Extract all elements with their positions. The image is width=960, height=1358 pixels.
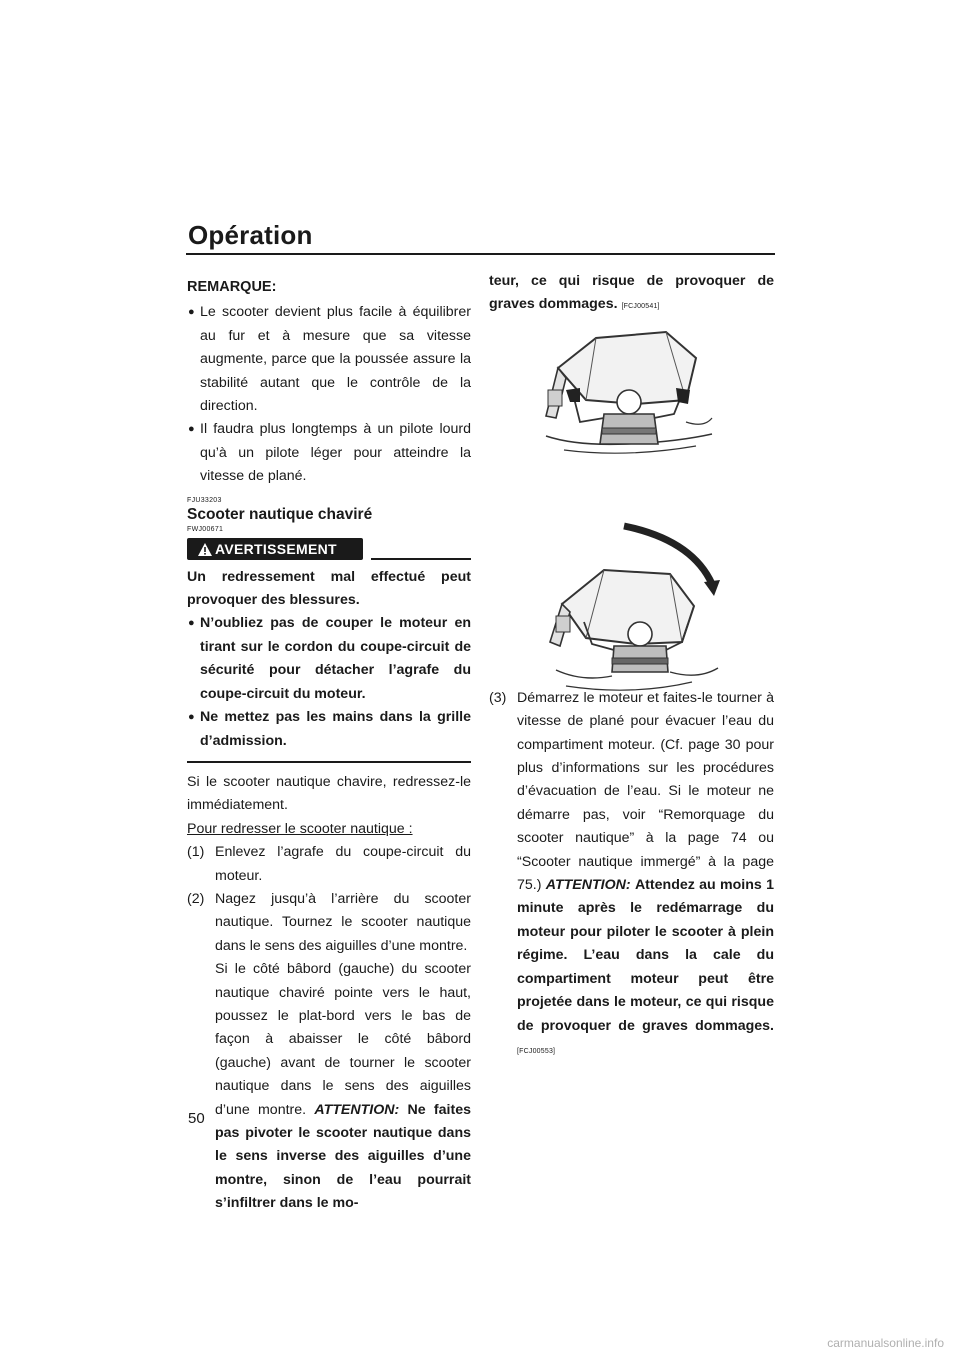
page-title: Opération — [188, 220, 313, 250]
remarque-bullet-text: Il faudra plus longtemps à un pilote lourd qu’à un pilote léger pour atteindre la vitesse de plané. — [200, 421, 471, 485]
attention-text: Ne faites pas pivoter le scooter nautique dans le sens inverse des aiguilles d’une montre, sinon de l’eau pourrait s’infiltrer dans le mo- — [215, 1101, 471, 1212]
left-column — [187, 276, 471, 1216]
section-code: FJU33203 — [187, 496, 222, 504]
bullet-dot-icon: ● — [188, 423, 195, 436]
page-number: 50 — [188, 1110, 205, 1127]
warning-header — [187, 538, 471, 560]
step-3 — [489, 687, 774, 1064]
step-1 — [187, 841, 471, 888]
continued-text: teur, ce qui risque de provoquer de graves dommages. — [489, 273, 774, 313]
step-number: (1) — [187, 844, 205, 861]
warning-label: AVERTISSEMENT — [215, 540, 337, 557]
step-number: (3) — [489, 689, 507, 706]
warning-end-rule — [187, 761, 471, 763]
capsized-watercraft-illustration — [536, 318, 722, 458]
remarque-bullet-2 — [187, 418, 471, 488]
title-rule — [186, 253, 775, 255]
warning-rule — [371, 558, 471, 560]
continued-code: [FCJ00541] — [621, 303, 660, 311]
continued-caution — [489, 270, 774, 319]
step-number: (2) — [187, 890, 205, 907]
attention-text: Attendez au moins 1 minute après le redémarrage du moteur pour piloter le scooter à plein régime. L’eau dans la cale du compartiment moteur peut être projetée dans le moteur, ce qui risque de provoquer de graves dommages. — [517, 877, 774, 1034]
step-2-paragraph: Si le côté bâbord (gauche) du scooter nautique chaviré pointe vers le haut, poussez le plat-bord vers le bas de façon à abaisser le côté bâbord (gauche) avant de tourner le scooter nautique dans le sens des aiguilles d’une montre. — [215, 961, 471, 1118]
warning-bullet-text: N’oubliez pas de couper le moteur en tirant sur le cordon du coupe-circuit de sécurité pour détacher l’agrafe du coupe-circuit du moteur. — [200, 615, 471, 702]
warning-triangle-icon — [197, 541, 213, 563]
step-text: Démarrez le moteur et faites-le tourner à vitesse de plané pour évacuer l’eau du compartiment moteur. (Cf. page 30 pour plus d’informations sur les procédures d’évacuation de l’eau. Si le moteur ne démarre pas, voir “Remorquage du scooter nautique” à la page 74 ou “Scooter nautique immergé” à la page 75.) — [517, 689, 774, 894]
step-2 — [187, 888, 471, 1216]
remarque-bullet-1 — [187, 301, 471, 418]
warning-intro: Un redressement mal effectué peut provoquer des blessures. — [187, 568, 471, 609]
warning-code: FWJ00671 — [187, 525, 224, 533]
procedure-heading: Pour redresser le scooter nautique : — [187, 820, 413, 837]
step-text: Nagez jusqu’à l’arrière du scooter nautique. Tournez le scooter nautique dans le sens des aiguilles d’une montre. — [215, 890, 471, 954]
section-title: Scooter nautique chaviré — [187, 505, 373, 523]
watermark: carmanualsonline.info — [827, 1336, 944, 1350]
warning-bullet-2 — [187, 706, 471, 753]
warning-bullet-1 — [187, 612, 471, 706]
warning-bullet-text: Ne mettez pas les mains dans la grille d’admission. — [200, 709, 471, 749]
remarque-label: REMARQUE: — [187, 279, 277, 295]
rotating-watercraft-illustration — [542, 512, 728, 694]
step-3-code: [FCJ00553] — [517, 1047, 556, 1055]
bullet-dot-icon: ● — [188, 306, 195, 319]
bullet-dot-icon: ● — [188, 711, 195, 724]
attention-label: ATTENTION: — [314, 1101, 400, 1118]
bullet-dot-icon: ● — [188, 617, 195, 630]
remarque-bullet-text: Le scooter devient plus facile à équilibrer au fur et à mesure que sa vitesse augmente, parce que la poussée assure la stabilité autant que le contrôle de la direction. — [200, 304, 471, 415]
attention-label: ATTENTION: — [545, 877, 631, 894]
step-text: Enlevez l’agrafe du coupe-circuit du moteur. — [215, 844, 471, 884]
intro-text: Si le scooter nautique chavire, redressez-le immédiatement. — [187, 773, 471, 814]
warning-badge — [187, 538, 363, 560]
